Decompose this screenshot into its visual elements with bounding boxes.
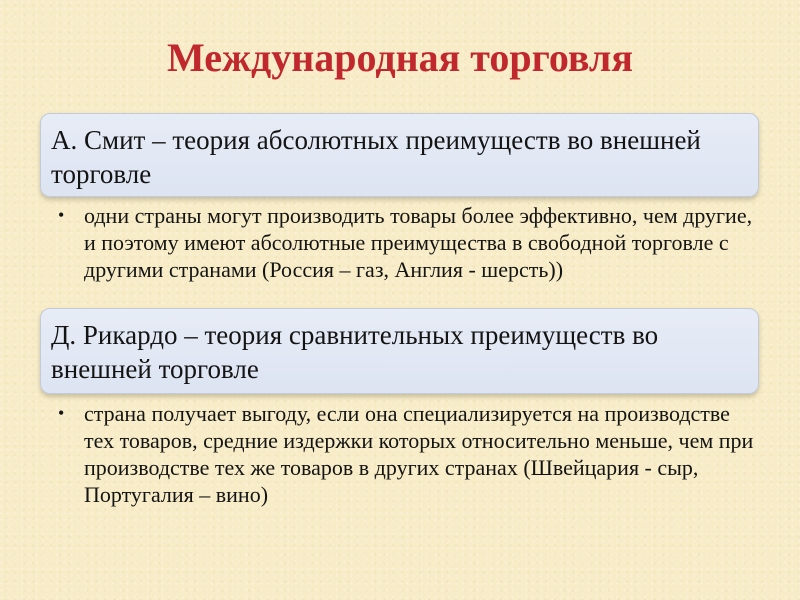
- ricardo-theory-heading-box: [40, 308, 759, 394]
- bullet-icon: •: [58, 403, 65, 423]
- bullet-icon: •: [58, 205, 65, 225]
- ricardo-theory-heading: Д. Рикардо – теория сравнительных преимуществ во внешней торговле: [51, 320, 659, 384]
- smith-theory-heading: А. Смит – теория абсолютных преимуществ во внешней торговле: [51, 125, 701, 189]
- ricardo-theory-bullet: [58, 400, 758, 508]
- slide-title: Международная торговля: [167, 35, 633, 80]
- smith-theory-bullet: [58, 202, 758, 283]
- ricardo-theory-bullets: [58, 400, 758, 550]
- smith-theory-bullet-text: одни страны могут производить товары более эффективно, чем другие, и поэтому имеют абсолютные преимущества в свободной торговле с другими странами (Россия – газ, Англия - шерсть)): [84, 203, 753, 282]
- smith-theory-bullets: [58, 202, 758, 308]
- ricardo-theory-bullet-text: страна получает выгоду, если она специализируется на производстве тех товаров, средние издержки которых относительно меньше, чем при производстве тех же товаров в других странах (Швейцария - сыр, Португалия – вино): [84, 401, 754, 507]
- smith-theory-heading-box: [40, 113, 759, 197]
